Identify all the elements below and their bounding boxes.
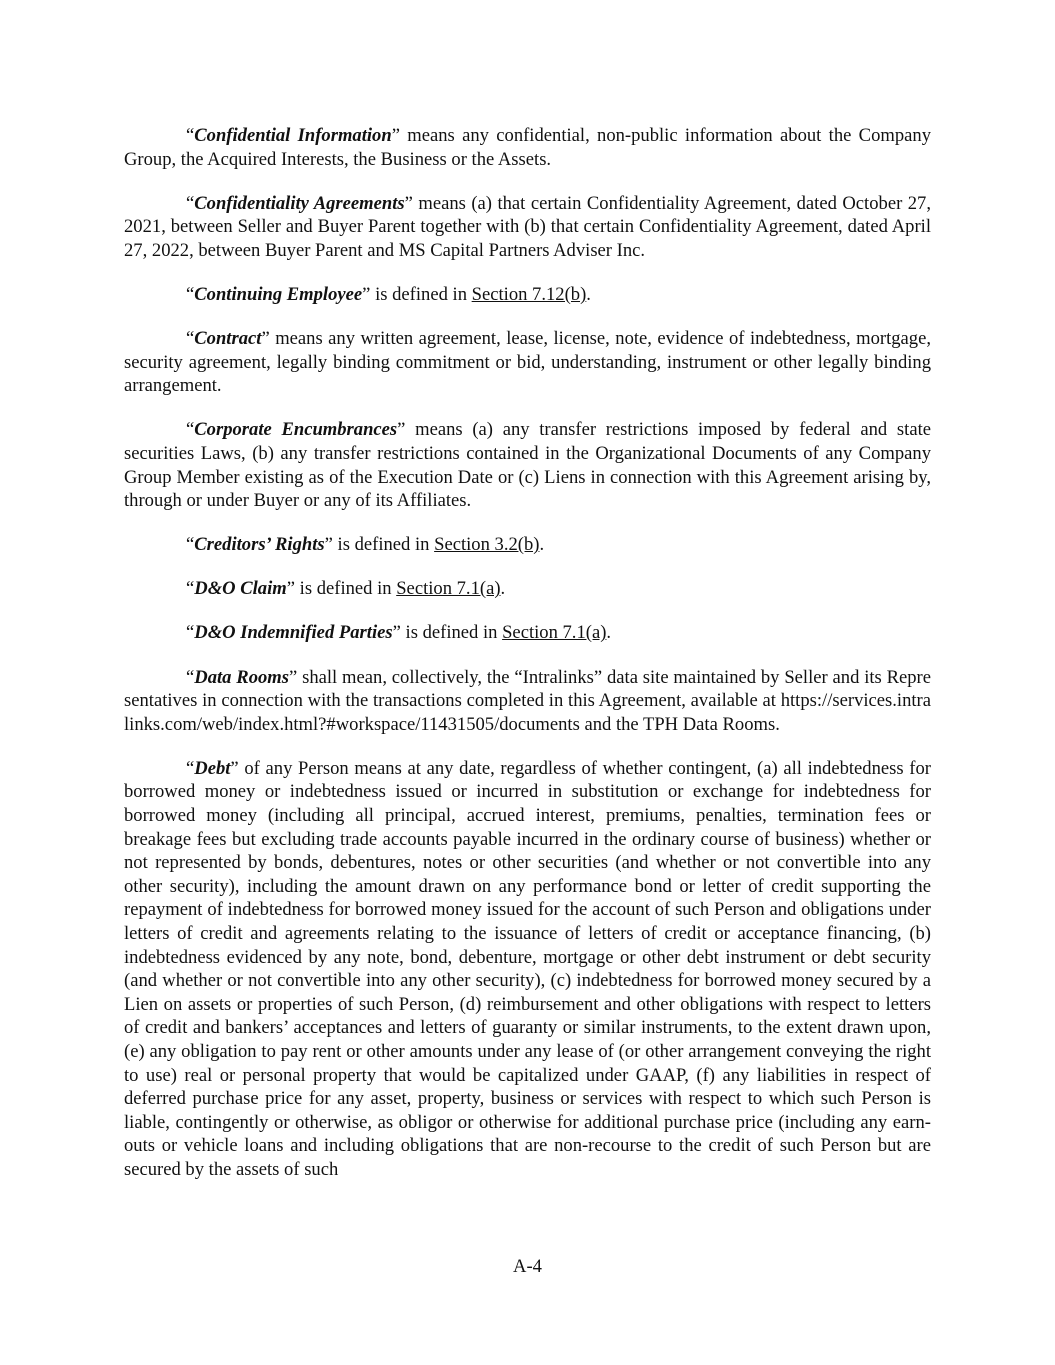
open-quote: “	[186, 283, 195, 305]
definition-creditors-rights	[124, 533, 931, 557]
section-reference: Section 7.1(a)	[502, 622, 607, 644]
page-number: A-4	[513, 1256, 542, 1277]
definition-end: .	[500, 578, 506, 600]
section-reference: Section 7.12(b)	[471, 283, 587, 305]
open-quote: “	[186, 192, 195, 214]
definition-text: is defined in	[370, 283, 472, 305]
definition-text: means (a) that certain Confidentiality Agreement, dated October 27, 2021, between Seller and Buyer Parent together with (b) that certain Confidentiality Agreement, dated April 27, 2022, between Buyer Parent and MS Capital Partners Adviser Inc.	[124, 192, 931, 261]
definition-do-indemnified-parties	[124, 621, 931, 645]
close-quote: ”	[230, 757, 239, 779]
definition-continuing-employee	[124, 283, 931, 307]
open-quote: “	[186, 757, 195, 779]
definition-text: means any confidential, non-public information about the Company Group, the Acquired Interests, the Business or the Assets.	[124, 125, 931, 170]
defined-term: D&O Claim	[194, 578, 287, 600]
definition-end: .	[606, 622, 612, 644]
defined-term: Continuing Employee	[194, 283, 363, 305]
definition-text: means (a) any transfer restrictions imposed by federal and state securities Laws, (b) any transfer restrictions contained in the Organizational Documents of any Company Group Member existing as of the Execution Date or (c) Liens in connection with this Agreement arising by, through or under Buyer or any of its Affiliates.	[124, 419, 931, 512]
definition-text: means any written agreement, lease, license, note, evidence of indebtedness, mortgage, security agreement, legally binding commitment or bid, understanding, instrument or other legally binding arrangement.	[124, 328, 931, 397]
definition-corporate-encumbrances	[124, 418, 931, 512]
section-reference: Section 3.2(b)	[434, 534, 540, 556]
defined-term: Data Rooms	[194, 666, 289, 688]
defined-term: Debt	[194, 757, 231, 779]
definition-text: is defined in	[332, 534, 435, 556]
open-quote: “	[186, 419, 195, 441]
open-quote: “	[186, 578, 195, 600]
close-quote: ”	[286, 578, 295, 600]
definition-text: is defined in	[295, 578, 397, 600]
definition-do-claim	[124, 577, 931, 601]
open-quote: “	[186, 622, 195, 644]
close-quote: ”	[261, 328, 270, 350]
open-quote: “	[186, 534, 195, 556]
close-quote: ”	[397, 419, 406, 441]
definition-text: is defined in	[400, 622, 503, 644]
close-quote: ”	[404, 192, 413, 214]
close-quote: ”	[362, 283, 371, 305]
close-quote: ”	[324, 534, 333, 556]
definition-end: .	[539, 534, 545, 556]
section-reference: Section 7.1(a)	[396, 578, 501, 600]
definition-confidential-information	[124, 124, 931, 171]
defined-term: Creditors’ Rights	[194, 534, 325, 556]
definition-debt	[124, 757, 931, 1182]
close-quote: ”	[392, 622, 401, 644]
defined-term: Confidentiality Agreements	[194, 192, 405, 214]
close-quote: ”	[289, 666, 298, 688]
open-quote: “	[186, 125, 195, 146]
open-quote: “	[186, 328, 195, 350]
definition-contract	[124, 327, 931, 398]
definition-end: .	[586, 283, 591, 305]
defined-term: Confidential Information	[194, 125, 392, 146]
defined-term: D&O Indemnified Parties	[194, 622, 393, 644]
open-quote: “	[186, 666, 195, 688]
defined-term: Corporate Encumbrances	[194, 419, 398, 441]
definition-text: shall mean, collectively, the “Intralinks” data site maintained by Seller and its Representatives in connection with the transactions completed in this Agreement, available at https://services.intralinks.com/web/index.html?#workspace/11431505/documents and the TPH Data Rooms.	[124, 666, 932, 735]
document-page	[124, 124, 931, 1202]
defined-term: Contract	[194, 328, 262, 350]
close-quote: ”	[391, 125, 400, 146]
definition-confidentiality-agreements	[124, 192, 931, 263]
definition-text: of any Person means at any date, regardless of whether contingent, (a) all indebtedness for borrowed money or indebtedness issued or incurred in substitution or exchange for indebtedness for borrowed money (including all principal, accrued interest, premiums, penalties, termination fees or breakage fees but excluding trade accounts payable incurred in the ordinary course of business) whether or not represented by bonds, debentures, notes or other securities (and whether or not convertible into any other security), including the amount drawn on any performance bond or letter of credit supporting the repayment of indebtedness for borrowed money issued for the account of such Person and obligations under letters of credit and agreements relating to the issuance of letters of credit or acceptance financing, (b) indebtedness evidenced by any note, bond, debenture, mortgage or other debt instrument or debt security (and whether or not convertible into any other security), (c) indebtedness for borrowed money secured by a Lien on assets or properties of such Person, (d) reimbursement and other obligations with respect to letters of credit and bankers’ acceptances and letters of guaranty or similar instruments, to the extent drawn upon, (e) any obligation to pay rent or other amounts under any lease of (or other arrangement conveying the right to use) real or personal property that would be capitalized under GAAP, (f) any liabilities in respect of deferred purchase price for any asset, property, business or services with respect to which such Person is liable, contingently or otherwise, as obligor or otherwise for additional purchase price (including any earn-outs or vehicle loans and including obligations that are non-recourse to the credit of such Person but are secured by the assets of such	[124, 757, 931, 1180]
definition-data-rooms	[124, 666, 931, 737]
